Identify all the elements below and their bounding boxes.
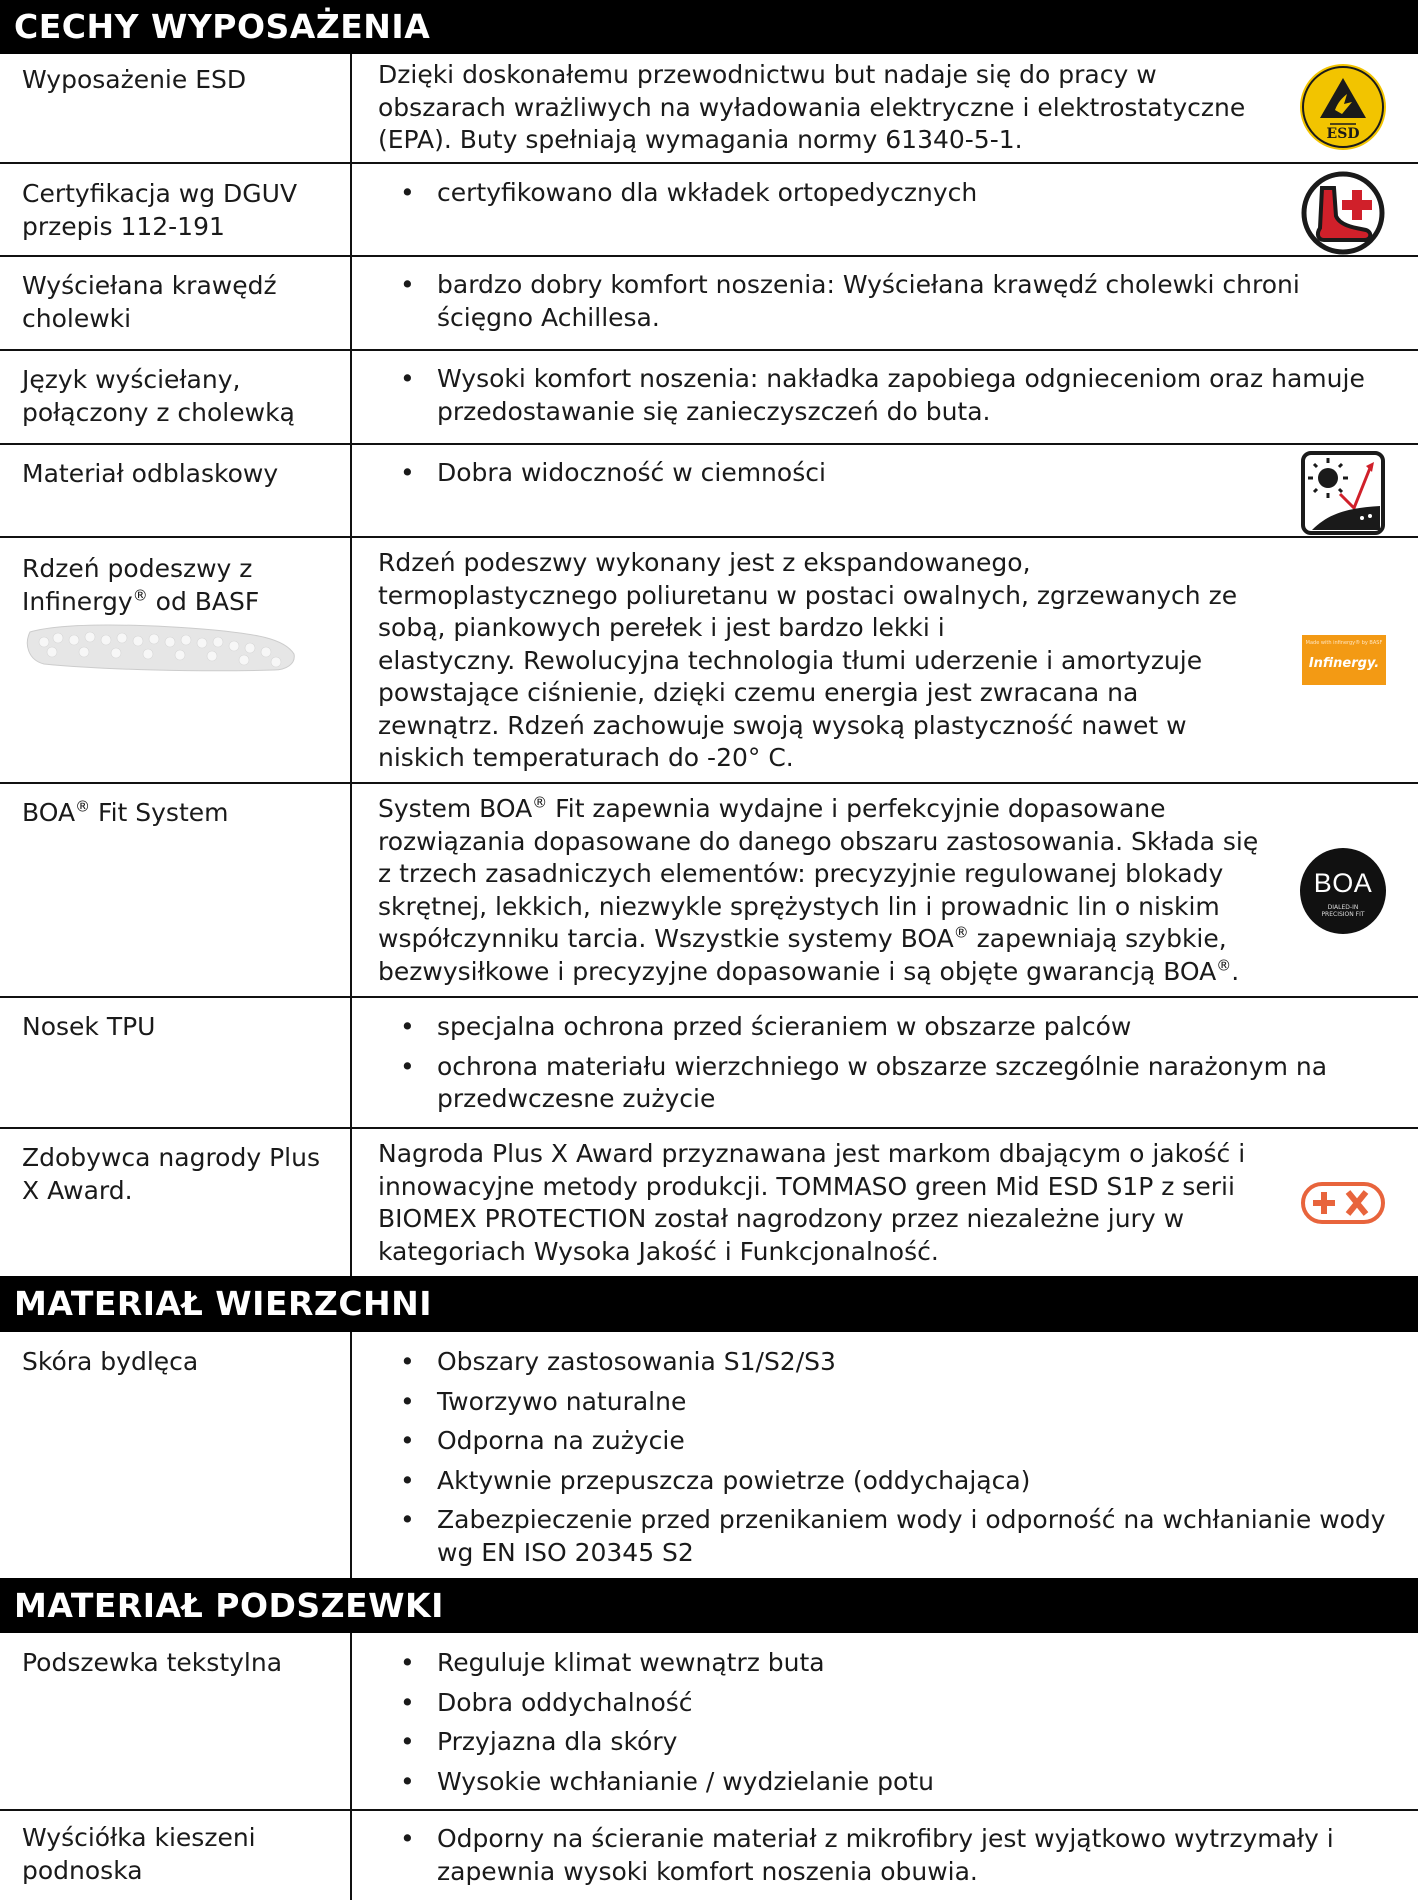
reflective-icon (1300, 450, 1386, 540)
row-infinergy (0, 538, 1418, 784)
row-description: Dzięki doskonałemu przewodnictwu but nadaje się do pracy w obszarach wrażliwych na wyładowania elektryczne i elektrostatyczne (EPA). Buty spełniają wymagania normy 61340-5-1. (378, 60, 1246, 154)
row-tpu-toe (0, 998, 1418, 1129)
boa-logo-text: BOA (1313, 868, 1373, 898)
row-bullets (400, 1647, 934, 1805)
section-header-lining-material: MATERIAŁ PODSZEWKI (0, 1578, 1418, 1633)
row-label: Wyściełana krawędź cholewki (22, 271, 277, 333)
row-bullets (400, 1346, 1386, 1576)
orthopedic-foot-icon (1300, 170, 1386, 260)
row-label: Nosek TPU (22, 1012, 156, 1041)
list-item: • certyfikowano dla wkładek ortopedycznych (400, 177, 977, 210)
label-text: Fit System (90, 798, 229, 827)
row-bullets (400, 177, 977, 217)
list-item: • bardzo dobry komfort noszenia: Wyściełana krawędź cholewki chroni ścięgno Achillesa. (400, 269, 1300, 334)
row-toe-cap-lining (0, 1811, 1418, 1900)
label-brand: Infinergy (22, 587, 133, 616)
row-label: Skóra bydlęca (22, 1347, 199, 1376)
sole-core-image (24, 620, 300, 684)
infinergy-logo-text: Infinergy. (1308, 656, 1380, 671)
row-plus-x-award (0, 1129, 1418, 1276)
row-description: Rdzeń podeszwy wykonany jest z ekspandowanego, termoplastycznego poliuretanu w postaci owalnych, zgrzewanych ze sobą, piankowych perełek i jest bardzo lekki i elastyczny. Rewolucyjna technologia tłumi uderzenie i amortyzuje powstające ciśnienie, dzięki czemu energia jest zwracana na zewnątrz. Rdzeń zachowuje swoją wysoką plastyczność nawet w niskich temperaturach do -20° C. (378, 548, 1238, 772)
row-label: Materiał odblaskowy (22, 459, 279, 488)
infinergy-logo-icon (1302, 635, 1386, 685)
row-textile-lining (0, 1633, 1418, 1811)
list-item: • Odporna na zużycie (400, 1425, 1386, 1458)
row-bullets (400, 1823, 1334, 1895)
section-header-upper-material: MATERIAŁ WIERZCHNI (0, 1276, 1418, 1332)
row-bullets (400, 1011, 1327, 1123)
list-item: • specjalna ochrona przed ścieraniem w obszarze palców (400, 1011, 1327, 1044)
list-item: • Dobra oddychalność (400, 1687, 934, 1720)
list-item: • Obszary zastosowania S1/S2/S3 (400, 1346, 1386, 1379)
list-item: • Wysokie wchłanianie / wydzielanie potu (400, 1766, 934, 1799)
row-dguv (0, 164, 1418, 257)
label-brand: BOA (22, 798, 76, 827)
row-label: Podszewka tekstylna (22, 1648, 283, 1677)
boa-logo-subtext: DIALED-IN PRECISION FIT (1321, 904, 1365, 918)
list-item: • Odporny na ścieranie materiał z mikrofibry jest wyjątkowo wytrzymały i zapewnia wysoki komfort noszenia obuwia. (400, 1823, 1334, 1888)
registered-mark: ® (75, 797, 91, 816)
label-text: Rdzeń podeszwy z (22, 554, 253, 583)
section-header-features: CECHY WYPOSAŻENIA (0, 0, 1418, 54)
list-item: • Wysoki komfort noszenia: nakładka zapobiega odgnieceniom oraz hamuje przedostawanie się zanieczyszczeń do buta. (400, 363, 1365, 428)
row-label: Wyściółka kieszeni podnoska (22, 1823, 256, 1885)
row-reflective (0, 445, 1418, 538)
row-label: Język wyściełany, połączony z cholewką (22, 365, 295, 427)
list-item: • ochrona materiału wierzchniego w obszarze szczególnie narażonym na przedwczesne zużycie (400, 1051, 1327, 1116)
row-padded-collar (0, 257, 1418, 351)
boa-logo-icon (1300, 848, 1386, 934)
row-description: System BOA® Fit zapewnia wydajne i perfekcyjnie dopasowane rozwiązania dopasowane do danego obszaru zastosowania. Składa się z trzech zasadniczych elementów: precyzyjnie regulowanej blokady skrętnej, lekkich, niezwykle sprężystych lin i prowadnic lin o niskim współczynniku tarcia. Wszystkie systemy BOA® zapewniają szybkie, bezwysiłkowe i precyzyjne dopasowanie i są objęte gwarancją BOA®. (378, 793, 1259, 986)
row-label: Zdobywca nagrody Plus X Award. (22, 1143, 320, 1205)
row-label: Certyfikacja wg DGUV przepis 112-191 (22, 179, 298, 241)
list-item: • Dobra widoczność w ciemności (400, 457, 826, 490)
esd-icon-text: ESD (1326, 126, 1360, 142)
row-bullets (400, 457, 826, 497)
registered-mark: ® (132, 586, 148, 605)
list-item: • Przyjazna dla skóry (400, 1726, 934, 1759)
row-esd (0, 54, 1418, 164)
plus-x-award-icon (1300, 1181, 1386, 1229)
row-cowhide-leather (0, 1332, 1418, 1578)
list-item: • Reguluje klimat wewnątrz buta (400, 1647, 934, 1680)
list-item: • Tworzywo naturalne (400, 1386, 1386, 1419)
esd-icon (1300, 64, 1386, 150)
row-label (22, 552, 342, 618)
row-description: Nagroda Plus X Award przyznawana jest markom dbającym o jakość i innowacyjne metody produkcji. TOMMASO green Mid ESD S1P z serii BIOMEX PROTECTION został nagrodzony przez niezależne jury w kategoriach Wysoka Jakość i Funkcjonalność. (378, 1139, 1246, 1266)
row-bullets (400, 269, 1300, 341)
list-item: • Zabezpieczenie przed przenikaniem wody i odporność na wchłanianie wody wg EN ISO 20345 S2 (400, 1504, 1386, 1569)
label-text: od BASF (147, 587, 260, 616)
row-label (22, 796, 342, 829)
row-bullets (400, 363, 1365, 435)
row-boa (0, 784, 1418, 998)
row-label: Wyposażenie ESD (22, 65, 247, 94)
infinergy-small-text: Made with infinergy® by BASF (1305, 640, 1383, 646)
list-item: • Aktywnie przepuszcza powietrze (oddychająca) (400, 1465, 1386, 1498)
row-padded-tongue (0, 351, 1418, 445)
